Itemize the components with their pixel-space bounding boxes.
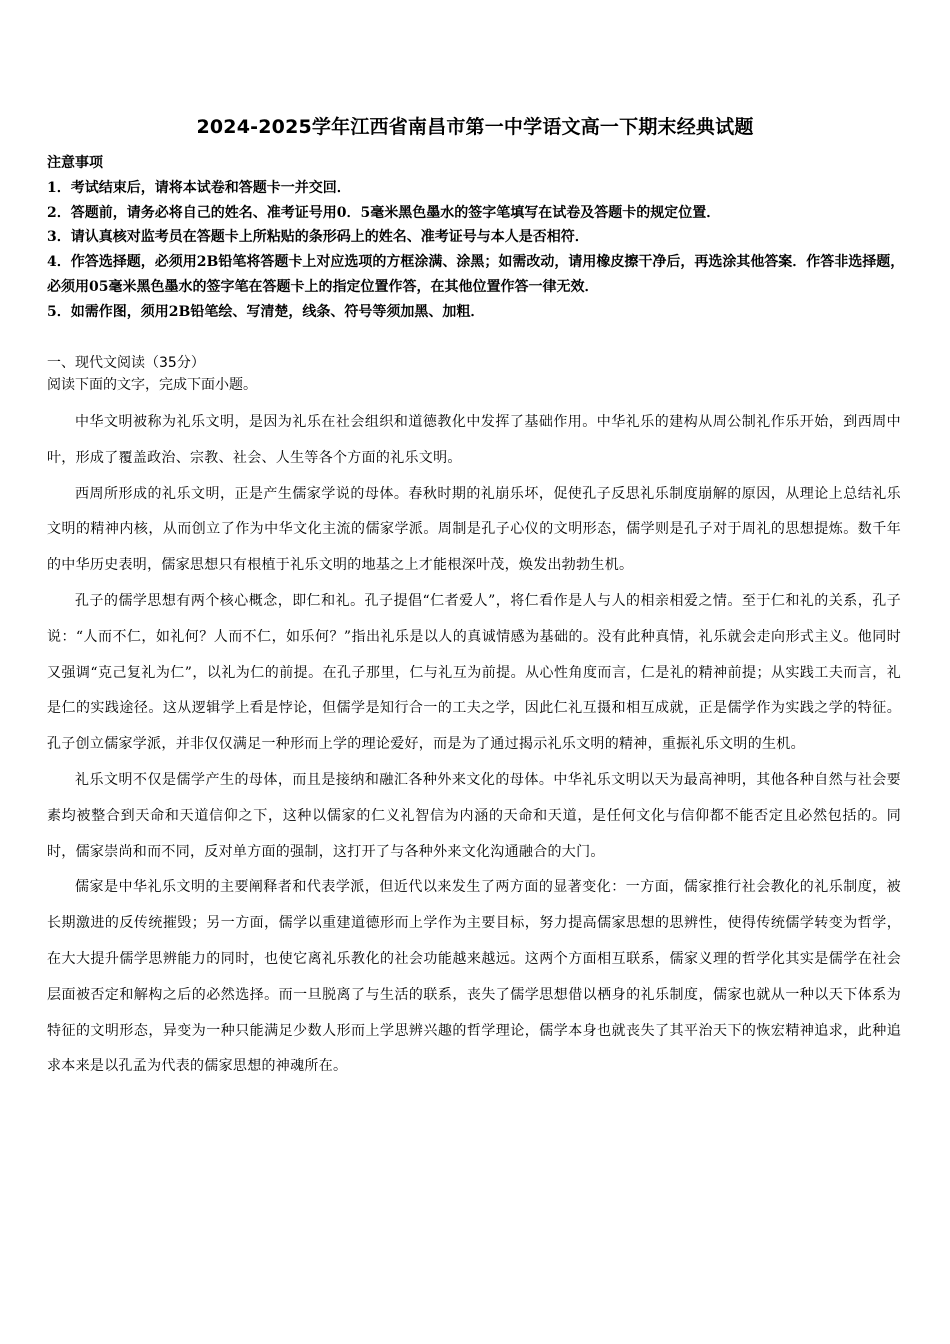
notice-block xyxy=(47,151,907,325)
notice-item-1: 1．考试结束后，请将本试卷和答题卡一并交回． xyxy=(47,179,351,196)
notice-item-5: 5．如需作图，须用2B铅笔绘、写清楚，线条、符号等须加黑、加粗． xyxy=(47,303,485,320)
passage-paragraph: 中华文明被称为礼乐文明，是因为礼乐在社会组织和道德教化中发挥了基础作用。中华礼乐的建构从周公制礼作乐开始，到西周中叶，形成了覆盖政治、宗教、社会、人生等各个方面的礼乐文明。 xyxy=(47,414,901,466)
notice-item-3: 3．请认真核对监考员在答题卡上所粘贴的条形码上的姓名、准考证号与本人是否相符． xyxy=(47,229,589,246)
notice-item-2: 2．答题前，请务必将自己的姓名、准考证号用0．5毫米黑色墨水的签字笔填写在试卷及答题卡的规定位置． xyxy=(47,204,721,221)
section-title: 一、现代文阅读（35分） xyxy=(47,355,205,371)
reading-passage xyxy=(47,405,901,1085)
section-header xyxy=(47,352,907,396)
section-instruction: 阅读下面的文字，完成下面小题。 xyxy=(47,377,257,393)
passage-paragraph: 礼乐文明不仅是儒学产生的母体，而且是接纳和融汇各种外来文化的母体。中华礼乐文明以天为最高神明，其他各种自然与社会要素均被整合到天命和天道信仰之下，这种以儒家的仁义礼智信为内涵的天命和天道，是任何文化与信仰都不能否定且必然包括的。同时，儒家崇尚和而不同，反对单方面的强制，这打开了与各种外来文化沟通融合的大门。 xyxy=(47,771,901,860)
notice-heading: 注意事项 xyxy=(47,155,103,171)
notice-item-4: 4．作答选择题，必须用2B铅笔将答题卡上对应选项的方框涂满、涂黑；如需改动，请用橡皮擦干净后，再选涂其他答案．作答非选择题，必须用05毫米黑色墨水的签字笔在答题卡上的指定位置作答，在其他位置作答一律无效． xyxy=(47,254,905,295)
passage-paragraph: 儒家是中华礼乐文明的主要阐释者和代表学派，但近代以来发生了两方面的显著变化：一方面，儒家推行社会教化的礼乐制度，被长期激进的反传统摧毁；另一方面，儒学以重建道德形而上学作为主要目标，努力提高儒家思想的思辨性，使得传统儒学转变为哲学，在大大提升儒学思辨能力的同时，也使它离礼乐教化的社会功能越来越远。这两个方面相互联系，儒家义理的哲学化其实是儒学在社会层面被否定和解构之后的必然选择。而一旦脱离了与生活的联系，丧失了儒学思想借以栖身的礼乐制度，儒家也就从一种以天下体系为特征的文明形态，异变为一种只能满足少数人形而上学思辨兴趣的哲学理论，儒学本身也就丧失了其平治天下的恢宏精神追求，此种追求本来是以孔孟为代表的儒家思想的神魂所在。 xyxy=(47,879,901,1075)
exam-title: 2024-2025学年江西省南昌市第一中学语文高一下期末经典试题 xyxy=(196,116,754,138)
passage-paragraph: 孔子的儒学思想有两个核心概念，即仁和礼。孔子提倡“仁者爱人”，将仁看作是人与人的相亲相爱之情。至于仁和礼的关系，孔子说：“人而不仁，如礼何？人而不仁，如乐何？”指出礼乐是以人的真诚情感为基础的。没有此种真情，礼乐就会走向形式主义。他同时又强调“克己复礼为仁”，以礼为仁的前提。在孔子那里，仁与礼互为前提。从心性角度而言，仁是礼的精神前提；从实践工夫而言，礼是仁的实践途径。这从逻辑学上看是悖论，但儒学是知行合一的工夫之学，因此仁礼互摄和相互成就，正是儒学作为实践之学的特征。孔子创立儒家学派，并非仅仅满足一种形而上学的理论爱好，而是为了通过揭示礼乐文明的精神，重振礼乐文明的生机。 xyxy=(47,592,901,753)
passage-paragraph: 西周所形成的礼乐文明，正是产生儒家学说的母体。春秋时期的礼崩乐坏，促使孔子反思礼乐制度崩解的原因，从理论上总结礼乐文明的精神内核，从而创立了作为中华文化主流的儒家学派。周制是孔子心仪的文明形态，儒学则是孔子对于周礼的思想提炼。数千年的中华历史表明，儒家思想只有根植于礼乐文明的地基之上才能根深叶茂，焕发出勃勃生机。 xyxy=(47,485,901,574)
